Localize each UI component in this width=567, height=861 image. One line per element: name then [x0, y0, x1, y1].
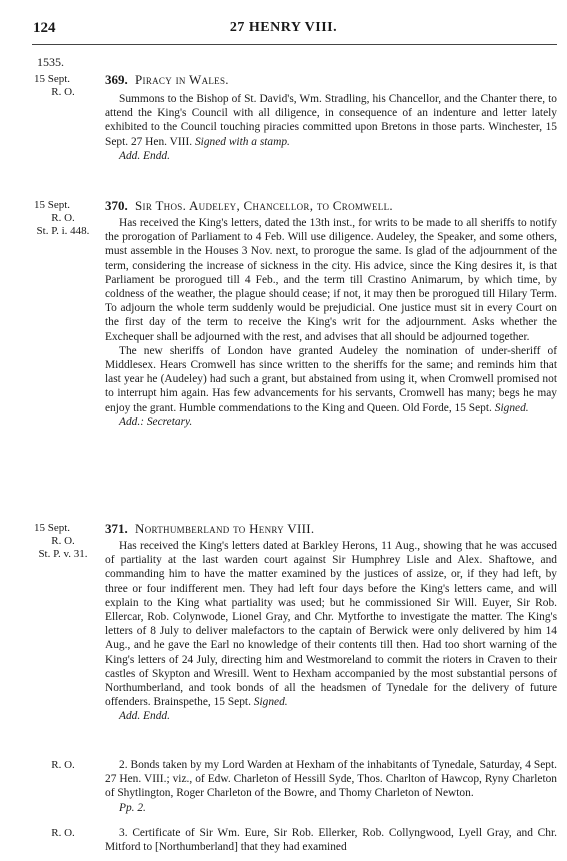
entry-margin — [30, 199, 96, 238]
entry-paragraph: Has received the King's letters, dated the 13th inst., for writs to be made to all sheriffs to notify the prorogation of Parliament to 4 Feb. Will use diligence. Audeley, the Speaker, and some others, must assemble in the Houses 3 Nov. next, to prorogue the same. Is glad of the adjournment of the term, considering the increase of sickness in the city. His advice, since the King desires it, is that Parliament be prorogued till 4 Feb., and the term till Crastino Animarum, by which time, by coldness of the weather, the plague should cease; if not, it may then be prorogued till Hilary Term. To adjourn the whole term suddenly would be prejudicial. One justice must sit in every Court on the first day of the term to receive the King's writ for the adjournment. Asks whether the Exchequer shall be adjourned with the rest, and advises that all should be adjourned together. — [105, 217, 557, 343]
entry-date: 15 Sept. — [34, 199, 71, 211]
entry-number: 370. — [105, 198, 128, 213]
entry-margin — [30, 522, 96, 561]
running-head: 27 HENRY VIII. — [229, 20, 338, 35]
entry-number: 369. — [105, 72, 128, 87]
entry-title: Northumberland to Henry VIII. — [135, 521, 315, 536]
entry-paragraph: Summons to the Bishop of St. David's, Wm. Stradling, his Chancellor, and the Chanter there, to attend the King's Council with all diligence, in consequence of an indenture and letter lately exhibited to the Council touching piracies committed upon Bretons in those parts. Winchester, 15 Sept. 27 Hen. VIII. Signed with a stamp. — [105, 93, 557, 148]
entry-ref: St. P. i. 448. — [36, 225, 90, 237]
entry-date: 15 Sept. — [34, 522, 71, 534]
entry-title: Sir Thos. Audeley, Chancellor, to Cromwell. — [135, 198, 393, 213]
sub-item-body — [105, 758, 557, 815]
header-rule — [32, 44, 557, 45]
entry-title: Piracy in Wales. — [135, 72, 229, 87]
entry-number: 371. — [105, 521, 128, 536]
page-header — [0, 14, 567, 38]
entry-ref: R. O. — [51, 86, 75, 98]
entry-note: Add. Endd. — [119, 710, 170, 723]
sub-item-ref: R. O. — [51, 759, 75, 771]
entry-paragraph: The new sheriffs of London have granted Audeley the nomination of under-sheriff of Middlesex. Hears Cromwell has since written to the sheriffs for the same; and reminds him that last year he (Audeley) had such a grant, but abstained from using it, when Cromwell promised not to interrupt him again. Has few advancements for his servants, Cromwell has many; begs he may enjoy the grant. Humble commendations to the King and Queen. Old Forde, 15 Sept. Signed. — [105, 344, 557, 414]
entry-signature: Signed. — [253, 696, 288, 709]
entry-ref: R. O. — [51, 535, 75, 547]
entry-ref: R. O. — [51, 212, 75, 224]
entry-note: Add.: Secretary. — [119, 415, 193, 428]
entry-date: 15 Sept. — [34, 73, 71, 85]
year-label: 1535. — [37, 55, 64, 69]
entry-note: Add. Endd. — [119, 149, 170, 162]
entry-body — [105, 92, 557, 163]
entry-body — [105, 216, 557, 429]
entry-ref: St. P. v. 31. — [38, 548, 88, 560]
entry-paragraph: Has received the King's letters dated at Barkley Herons, 11 Aug., showing that he was accused of partiality at the last warden court against Sir Humphrey Lisle and Alex. Shaftowe, and commanding him to have the matter examined by the justices of assize, or, if they had left, by three or four indifferent men. They had left four days before the King's letters came, and will explain to the King what partiality was used; but he commissioned Sir Will. Euyer, Sir Rob. Ellercar, Rob. Colynwode, Lionel Gray, and Chr. Mytforthe to investigate the matter. The King's letters of 8 July to deliver malefactors to the captain of Berwick were only delivered by him 14 Aug., and he gave the Earl no knowledge of their contents till then. Had too short warning of the King's letters of 24 July, directing him and Westmoreland to commit the rioters in Craven to their castles of Skypton and Wresill. Went to Hexham accompanied by the most substantial persons of Northumberland, and took bonds of all the headsmen of Tynedale for the delivery of future offenders. Brainspethe, 15 Sept. Signed. — [105, 540, 557, 709]
sub-item-note: Pp. 2. — [119, 801, 146, 814]
sub-item-text: 3. Certificate of Sir Wm. Eure, Sir Rob. Ellerker, Rob. Collyngwood, Lyell Gray, and Chr. Mitford to [Northumberland] that they had examined — [105, 827, 557, 854]
entry-signature: Signed. — [494, 401, 529, 414]
entry-margin — [30, 73, 96, 99]
entry-signature: Signed with a stamp. — [194, 135, 290, 148]
sub-item-ref: R. O. — [51, 827, 75, 839]
page-number: 124 — [33, 20, 56, 36]
sub-item-text: 2. Bonds taken by my Lord Warden at Hexham of the inhabitants of Tynedale, Saturday, 4 Sept. 27 Hen. VIII.; viz., of Edw. Charleton of Hessill Syde, Thos. Charlton of Hawcop, Ryny Charleton of Shytlington, Roger Charleton of the Bowre, and Thomy Charleton of Newton. — [105, 759, 557, 800]
entry-body — [105, 539, 557, 724]
sub-item-body — [105, 826, 557, 854]
